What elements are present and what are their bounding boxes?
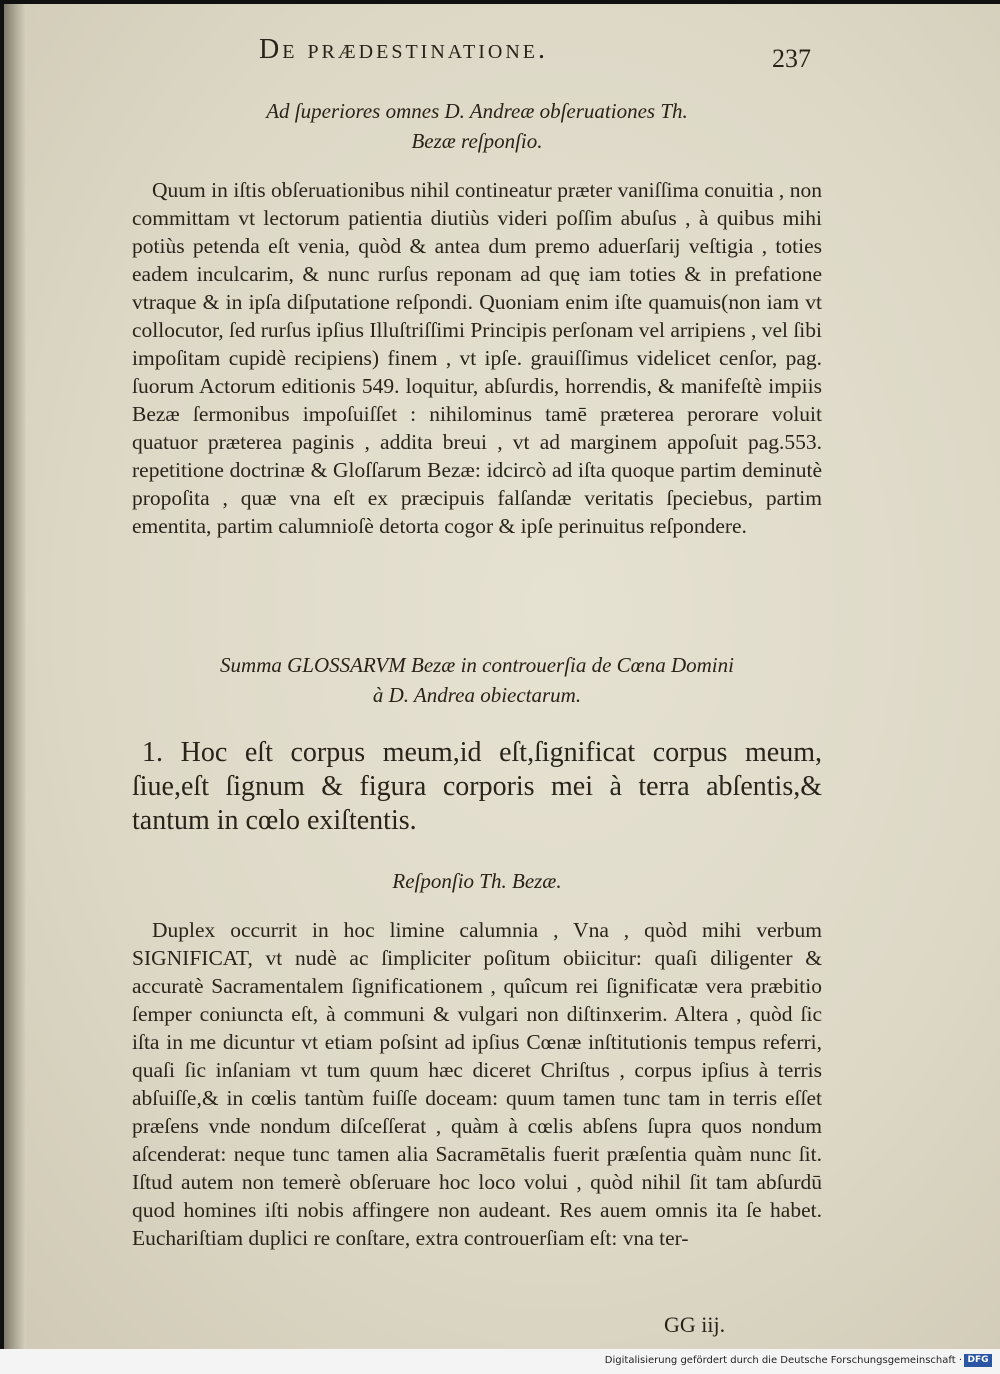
running-head: De prædestinatione. [259,34,548,65]
footer-bar [0,1349,1000,1374]
book-page [4,4,1000,1349]
page-number: 237 [772,44,811,73]
section2-heading-line2: à D. Andrea obiectarum. [372,683,582,707]
dfg-logo-icon: DFG [964,1354,992,1367]
section3-heading: Reſponſio Th. Bezæ. [392,869,562,893]
section1-body-block [132,176,822,540]
signature-mark: GG iij. [664,1312,726,1337]
page-gutter-shadow [4,4,26,1349]
section2-heading [132,650,822,710]
section1-heading [132,96,822,156]
section1-heading-line2: Bezæ reſponſio. [411,129,543,153]
section3-body: Duplex occurrit in hoc limine calumnia , Vna , quòd mihi verbum SIGNIFICAT, vt nudè ac ſimpliciter poſitum obiicitur: quaſi diligenter & accuratè Sacramentalem ſignificationem , quîcum rei ſignificatæ vera præbitio ſemper coniuncta eſt, à communi & vulgari non diſtinxerim. Altera , quòd ſic iſta in me dicuntur vt etiam poſsint ad ipſius Cœnæ inſtitutionis tempus referri, quaſi ſic inſaniam vt tum quum hæc diceret Chriſtus , corpus ipſius à terris abſuiſſe,& in cœlis tantùm fuiſſe doceam: quum tamen tunc tam in terris eſſet præſens vnde nondum diſceſſerat , quàm à cœlis abſens ſupra quos nondum aſcenderat: neque tunc tamen alia Sacramētalis fuerit præſentia quàm nunc ſit. Iſtud autem non temerè obſeruare hoc loco volui , quòd nihil ſit tam abſurdū quod homines iſti nobis affingere non audeant. Res auem omnis ita ſe habet. Euchariſtiam duplici re conſtare, extra controuerſiam eſt: vna ter- [132,918,822,1250]
section3-body-block [132,916,822,1252]
funding-credit: Digitalisierung gefördert durch die Deutsche Forschungsgemeinschaft · [604,1355,962,1366]
section1-heading-line1: Ad ſuperiores omnes D. Andreæ obſeruationes Th. [266,99,688,123]
thesis-block [132,736,822,838]
thesis-text: 1. Hoc eſt corpus meum,id eſt,ſignificat corpus meum, ſiue,eſt ſignum & figura corporis mei à terra abſentis,& tantum in cœlo exiſtentis. [132,737,822,836]
section1-body: Quum in iſtis obſeruationibus nihil contineatur præter vaniſſima conuitia , non committam vt lectorum patientia diutiùs videri poſſim abuſus , à quibus mihi potiùs petenda eſt venia, quòd & antea dum premo aduerſarij veſtigia , toties eadem inculcarim, & nunc rurſus reponam ad quę iam toties & in prefatione vtraque & in ipſa diſputatione reſpondi. Quoniam enim iſte quamuis(non iam vt collocutor, ſed rurſus ipſius Illuſtriſſimi Principis perſonam vel arripiens , vel ſibi impoſitam cupidè recipiens) finem , vt ipſe. grauiſſimus videlicet cenſor, pag. ſuorum Actorum editionis 549. loquitur, abſurdis, horrendis, & manifeſtè impiis Bezæ ſermonibus impoſuiſſet : nihilominus tamē præterea perorare voluit quatuor præterea paginis , addita breui , vt ad marginem appoſuit pag.553. repetitione doctrinæ & Gloſſarum Bezæ: idcircò ad iſta quoque partim deminutè propoſita , quæ vna eſt ex præcipuis falſandæ veritatis ſpeciebus, partim ementita, partim calumnioſè detorta cogor & ipſe perinuitus reſpondere. [132,178,823,538]
section2-heading-line1: Summa GLOSSARVM Bezæ in controuerſia de Cœna Domini [220,653,734,677]
section3-heading-block [132,866,822,896]
